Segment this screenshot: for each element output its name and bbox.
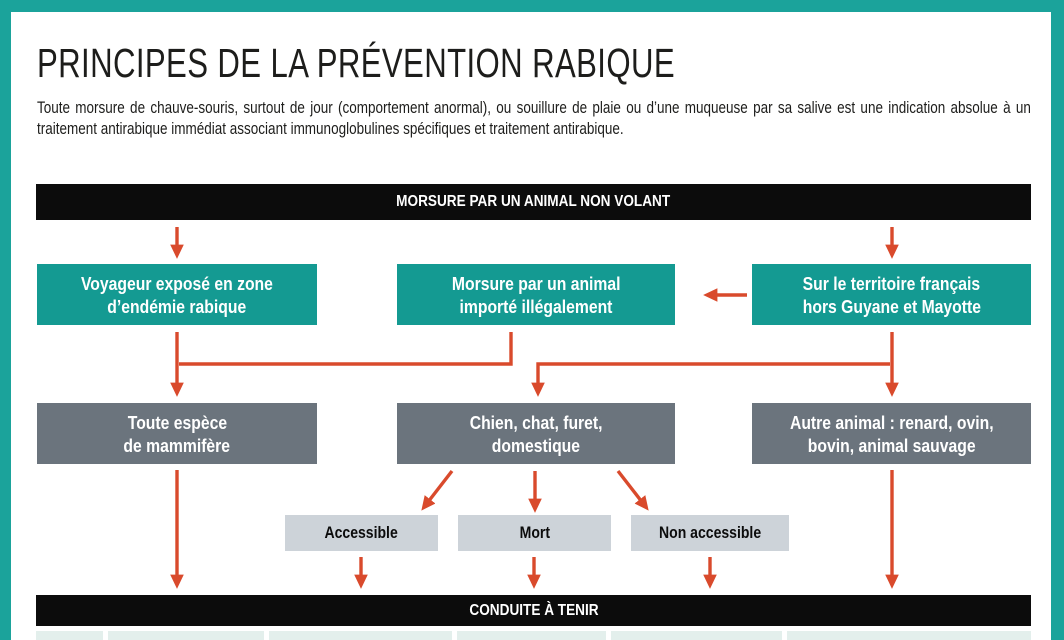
box-mammifere-line1: Toute espèce [127, 411, 227, 433]
box-voyageur-line2: d’endémie rabique [107, 295, 247, 317]
box-chien-line2: domestique [491, 434, 581, 456]
frame-left-bar [0, 10, 11, 640]
connector-elbow-arrow [538, 364, 890, 386]
connector-elbow [179, 332, 511, 364]
page-title: PRINCIPES DE LA PRÉVENTION RABIQUE [37, 40, 676, 86]
banner-top-label: MORSURE PAR UN ANIMAL NON VOLANT [396, 193, 671, 210]
box-chien-line1: Chien, chat, furet, [469, 411, 603, 433]
table-cell [457, 631, 606, 640]
frame-right-bar [1051, 0, 1064, 640]
box-non-accessible [631, 515, 789, 551]
intro-paragraph-wrap [37, 98, 1031, 140]
box-toute-espece-mammifere [37, 403, 317, 464]
table-cell [36, 631, 103, 640]
box-non-accessible-label: Non accessible [658, 523, 762, 542]
box-territoire-line1: Sur le territoire français [802, 272, 981, 294]
connector-arrow [428, 471, 452, 502]
box-importe-line2: importé illégalement [459, 295, 613, 317]
table-cell [787, 631, 1031, 640]
table-cell [269, 631, 452, 640]
box-territoire-line2: hors Guyane et Mayotte [802, 295, 981, 317]
box-autre-animal [752, 403, 1031, 464]
box-autre-line2: bovin, animal sauvage [807, 434, 976, 456]
box-mammifere-line2: de mammifère [123, 434, 231, 456]
intro-paragraph: Toute morsure de chauve-souris, surtout de jour (comportement anormal), ou souillure de plaie ou d’une muqueuse par sa salive est une indication absolue à un traitement antirabique immédiat associant immunoglobulines spécifiques et traitement antirabique. [37, 99, 1031, 138]
table-cell [108, 631, 264, 640]
box-mort-label: Mort [519, 523, 550, 542]
box-animal-importe-illegalement [397, 264, 675, 325]
connector-arrow [618, 471, 642, 502]
table-cell [611, 631, 782, 640]
box-voyageur-line1: Voyageur exposé en zone [81, 272, 273, 294]
box-voyageur-zone-endemie [37, 264, 317, 325]
frame-top-bar [0, 0, 1064, 12]
box-accessible-label: Accessible [324, 523, 399, 542]
box-territoire-francais [752, 264, 1031, 325]
banner-morsure-animal-non-volant [36, 184, 1031, 220]
box-importe-line1: Morsure par un animal [451, 272, 621, 294]
box-mort [458, 515, 611, 551]
box-autre-line1: Autre animal : renard, ovin, [789, 411, 994, 433]
box-accessible [285, 515, 438, 551]
banner-bottom-label: CONDUITE À TENIR [468, 601, 599, 619]
box-chien-chat-furet [397, 403, 675, 464]
banner-conduite-a-tenir [36, 595, 1031, 626]
bottom-table-row-cropped [36, 631, 1031, 640]
